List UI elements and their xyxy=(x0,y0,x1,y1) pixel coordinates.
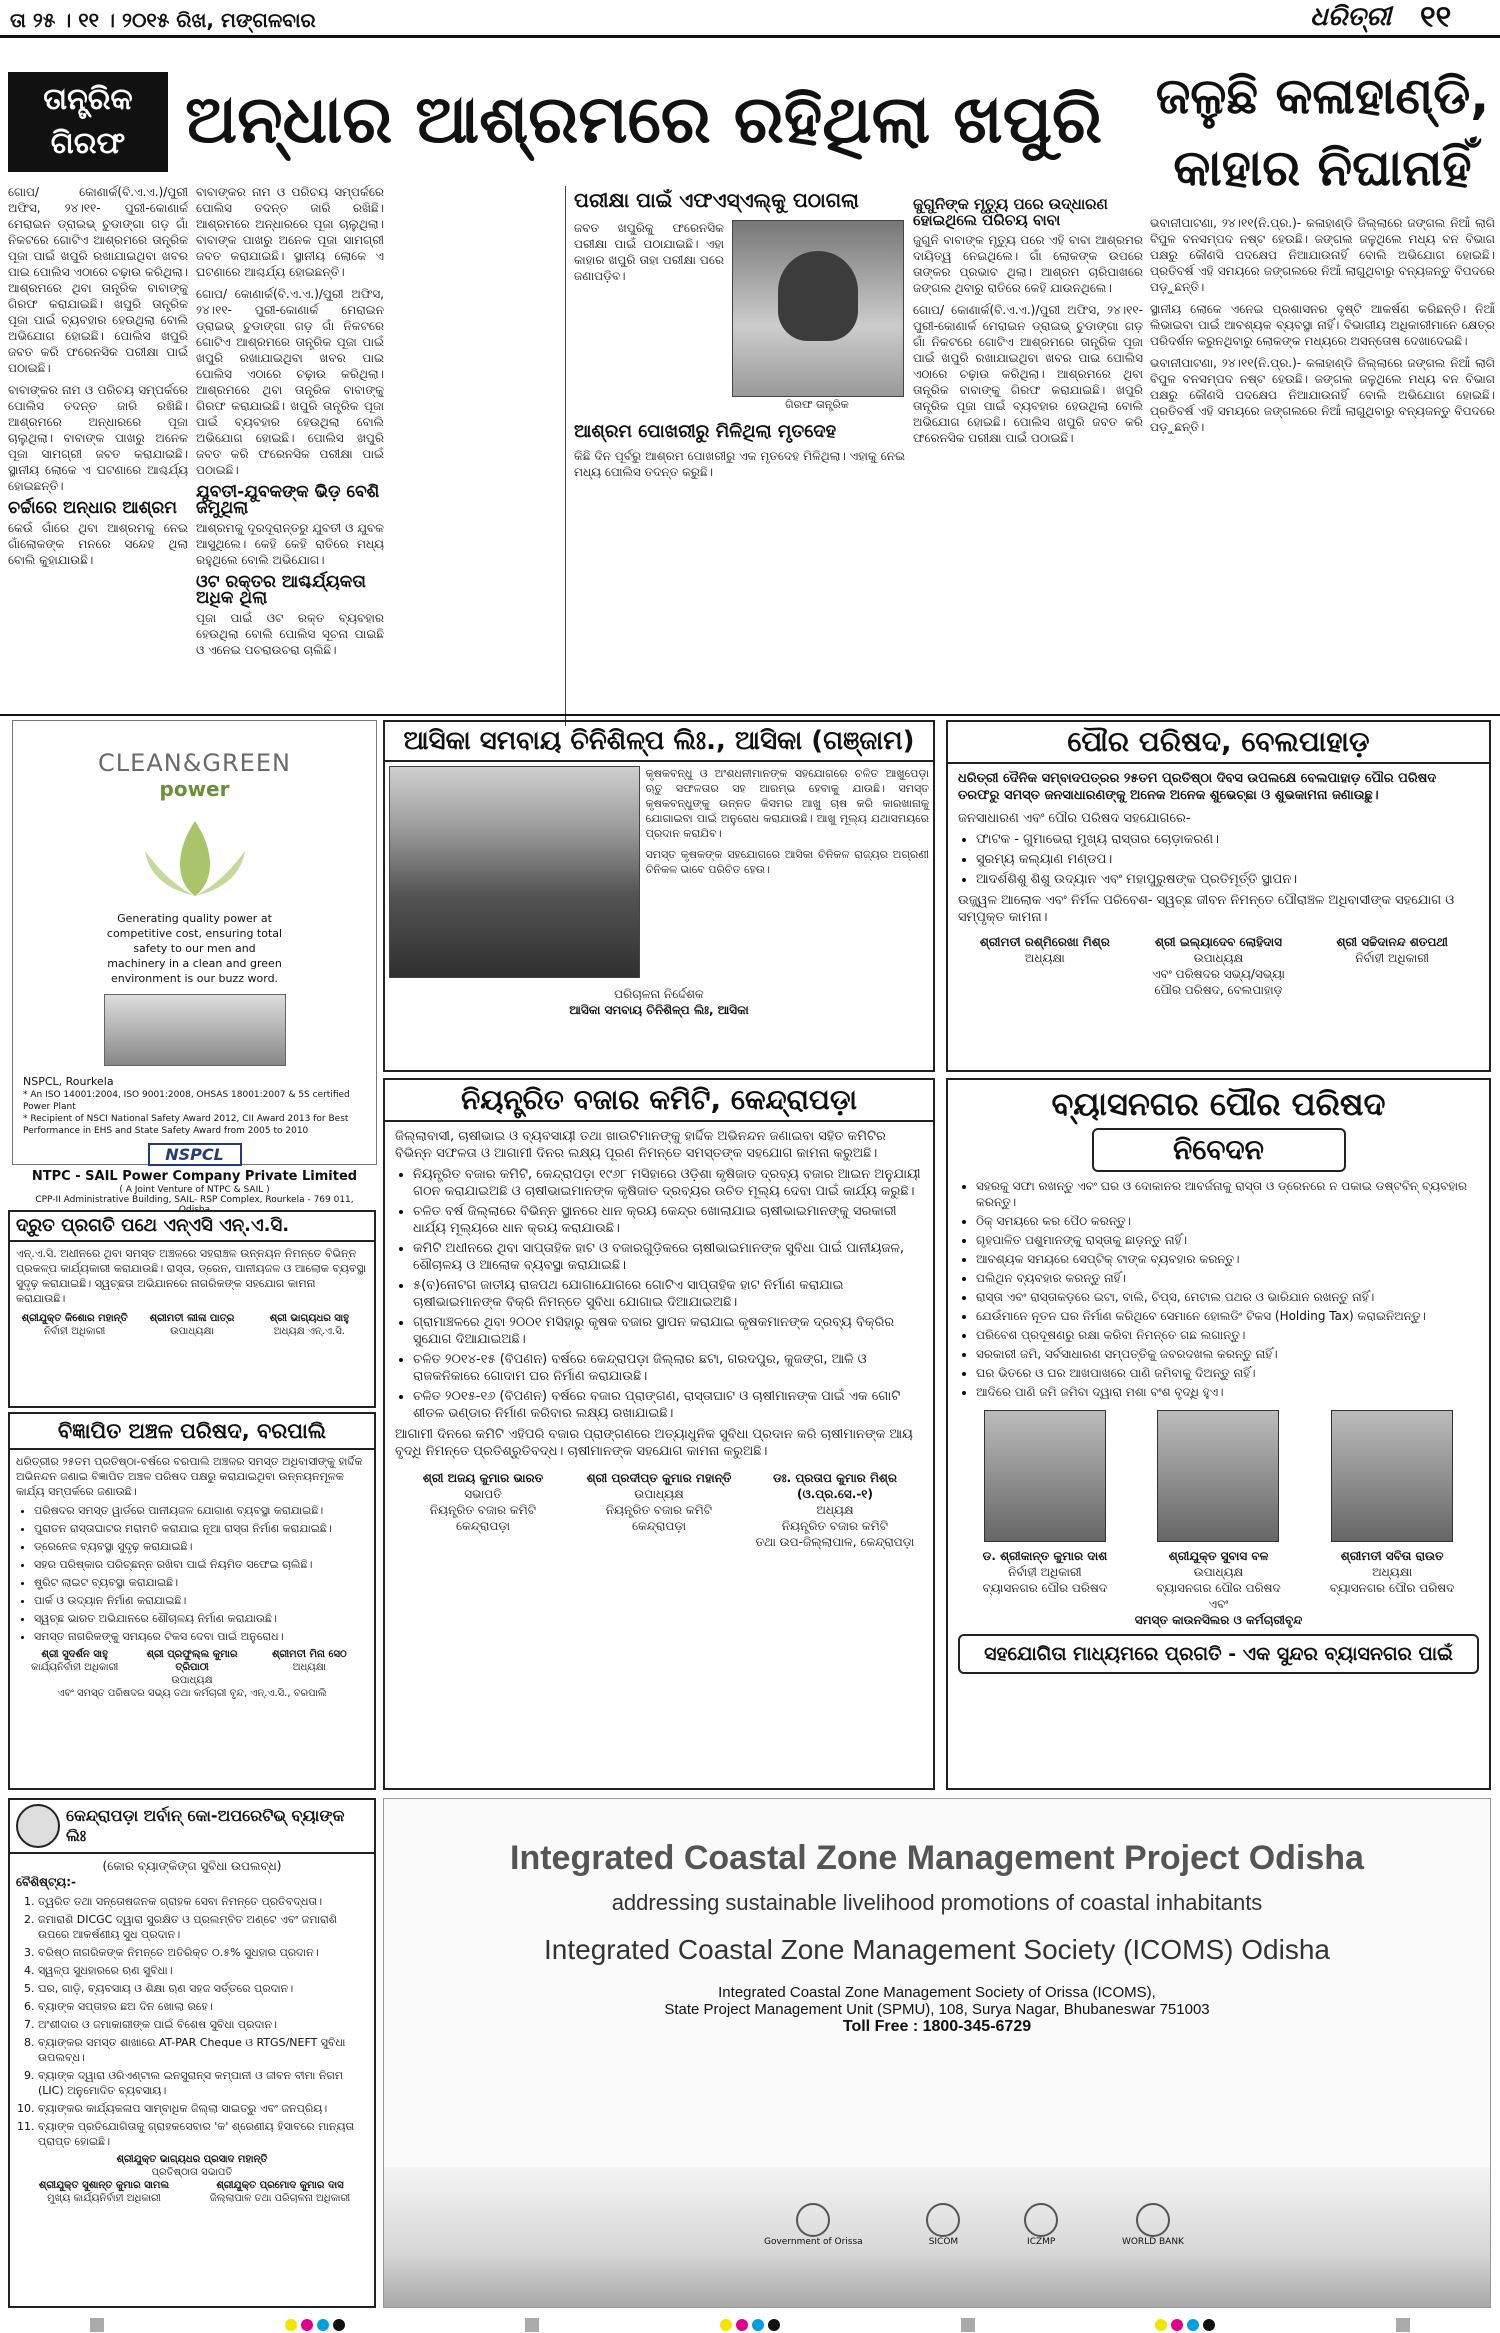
logo-label: SICOM xyxy=(928,2237,959,2247)
list-item: • ଯେଉଁମାନେ ନୂତନ ଘର ନିର୍ମାଣ କରିଥିବେ ସେମାନେ ହୋଲଡିଂ ଟିକସ (Holding Tax) କରାଇନିଅନ୍ତୁ। xyxy=(976,1308,1479,1324)
belpahar-ad xyxy=(946,720,1491,1072)
barpali-ad-list xyxy=(16,1503,368,1644)
list-item: • ପୁରାତନ ରାସ୍ତାଘାଟର ମରାମତି କରାଯାଇ ନୂଆ ରାସ୍ତା ନିର୍ମାଣ କରାଯାଇଛି। xyxy=(34,1521,368,1536)
lead-col-4 xyxy=(913,190,1143,725)
signatory-name: ଡଃ. ପ୍ରତାପ କୁମାର ମିଶ୍ର (ଓ.ପ୍ର.ସେ.-୧) xyxy=(773,1471,897,1501)
fsl-box-text: ଜବତ ଖପୁରିକୁ ଫରେନସିକ ପରୀକ୍ଷା ପାଇଁ ପଠାଯାଇଛି। ଏହା କାହାର ଖପୁରି ତାହା ପରୀକ୍ଷା ପରେ ଜଣାପଡ଼ିବ। xyxy=(574,221,724,283)
color-dots-icon xyxy=(720,2319,780,2331)
side-story-text-2: ସ୍ଥାନୀୟ ଲୋକେ ଏନେଇ ପ୍ରଶାସନର ଦୃଷ୍ଟି ଆକର୍ଷଣ କରିଛନ୍ତି। ନିଆଁ ଲିଭାଇବା ପାଇଁ ଆବଶ୍ୟକ ବ୍ୟବସ୍ଥା ନାହିଁ। ବିଭାଗୀୟ ଅଧିକାରୀମାନେ କ୍ଷେତ୍ର ପରିଦର୍ଶନ କରୁନଥିବାରୁ ଲୋକଙ୍କ ମଧ୍ୟରେ ଅସନ୍ତୋଷ ଦେଖାଦେଇଛି। xyxy=(1150,302,1495,348)
side-story-body xyxy=(1150,215,1495,725)
list-item: 1. ତ୍ୱରିତ ତଥା ସନ୍ତୋଷଜନକ ଗ୍ରାହକ ସେବା ନିମନ୍ତେ ପ୍ରତିବଦ୍ଧତା। xyxy=(38,1894,368,1909)
belpahar-ad-lead: ଜନସାଧାରଣ ଏବଂ ପୌର ପରିଷଦ ସହଯୋଗରେ- xyxy=(958,811,1191,826)
list-item: 4. ସ୍ୱଳ୍ପ ସୁଧହାରରେ ଋଣ ସୁବିଧା। xyxy=(38,1963,368,1978)
signatory-org: ନିୟନ୍ତ୍ରିତ ବଜାର କମିଟି xyxy=(605,1503,713,1517)
ntpc-ad xyxy=(12,720,377,1215)
signatory-name: ଶ୍ରୀଯୁକ୍ତ ଭାଗ୍ୟଧର ପ୍ରସାଦ ମହାନ୍ତି xyxy=(116,2154,268,2165)
lead-col-4-text-b: ଗୋପ/ କୋଣାର୍କ(ବି.ଏ.ଏ.)/ପୁରୀ ଅଫିସ, ୨୪।୧୧- ପୁରୀ-କୋଣାର୍କ ମେରାଇନ ଡ୍ରାଇଭ୍ ଚୁଡାଙ୍ଗା ଗଡ଼ ଗାଁ ନିକଟରେ ଗୋଟିଏ ଆଶ୍ରମରେ ତାନ୍ତ୍ରିକ ପୂଜା ପାଇଁ ଖପୁରି ରଖାଯାଇଥିବା ଖବର ପାଇ ପୋଲିସ ଏଠାରେ ଚଢ଼ାଉ କରିଥିଲା। ଆଶ୍ରମରେ ଥିବା ତାନ୍ତ୍ରିକ ବାବାଙ୍କୁ ଗିରଫ କରାଯାଇଛି। ଖପୁରି ତାନ୍ତ୍ରିକ ପୂଜା ପାଇଁ ବ୍ୟବହାର ହେଉଥିଲା ବୋଲି ଅଭିଯୋଗ ହୋଇଛି। ପୋଲିସ ଖପୁରି ଜବତ କରି ଫରେନସିକ ପରୀକ୍ଷା ପାଇଁ ପଠାଇଛି। xyxy=(913,303,1143,445)
ntpc-ad-company: NTPC - SAIL Power Company Private Limited xyxy=(31,1169,358,1184)
icoms-ad-society: Integrated Coastal Zone Management Society (ICOMS) Odisha xyxy=(544,1934,1330,1965)
signatory-name: ଶ୍ରୀ ପ୍ରଫୁଲ୍ଲ କୁମାର ତ୍ରିପାଠୀ xyxy=(146,1649,238,1673)
bank-emblem-icon xyxy=(16,1804,60,1848)
icoms-ad xyxy=(383,1798,1491,2308)
fsl-box xyxy=(565,186,905,726)
bank-ad-subtitle: (କୋର ବ୍ୟାଙ୍କିଙ୍ଗ ସୁବିଧା ଉପଲବ୍ଧ) xyxy=(102,1859,282,1873)
lead-subhead-camel-blood: ଓଟ ରକ୍ତର ଆଶ୍ଚର୍ଯ୍ୟକତା ଅଧିକ ଥିଲା xyxy=(196,572,366,608)
signatory-role: ଜିଲ୍ଲାପାଳ ତଥା ପରିଚାଳନା ଅଧିକାରୀ xyxy=(209,2193,351,2204)
section-divider xyxy=(0,714,1500,716)
list-item: • ପାର୍କ ଓ ଉଦ୍ୟାନ ନିର୍ମାଣ କରାଯାଇଛି। xyxy=(34,1593,368,1608)
signatory-name: ଶ୍ରୀଯୁକ୍ତ ସୁଶାନ୍ତ କୁମାର ସାମଲ xyxy=(38,2180,170,2191)
list-item: • ୫(ବ)ନୋଟଗ ଜାତୀୟ ରାଜପଥ ଯୋଗାଯୋଗରେ ଗୋଟିଏ ସାପ୍ତାହିକ ହାଟ ନିର୍ମାଣ କରାଯାଇ ଚାଷୀଭାଇମାନଙ୍କ ବିକ୍ରି ନିମନ୍ତେ ସୁବିଧା ଯୋଗାଇ ଦିଆଯାଇଅଛି। xyxy=(413,1277,923,1311)
ntpc-ad-fine-2: * Recipient of NSCI National Safety Award 2012, CII Award 2013 for Best Performance in EHS and State Safety Award from 2005 to 2010 xyxy=(23,1114,349,1136)
list-item: • ଗ୍ରାମାଞ୍ଚଳରେ ଥିବା ୨୦୦୧ ମସିହାରୁ କୃଷକ ବଜାର ସ୍ଥାପନ କରାଯାଇ କୃଷକମାନଙ୍କ ଦ୍ରବ୍ୟ ବିକ୍ରିର ସୁଯୋଗ ଦିଆଯାଇଅଛି। xyxy=(413,1314,923,1348)
paper-name: ଧରିତ୍ରୀ xyxy=(1310,2,1392,32)
signatory-name: ଶ୍ରୀଯୁକ୍ତ କିଶୋର ମହାନ୍ତି xyxy=(21,1313,128,1324)
list-item: • ଗୃହପାଳିତ ପଶୁମାନଙ୍କୁ ରାସ୍ତାକୁ ଛାଡ଼ନ୍ତୁ ନାହିଁ। xyxy=(976,1232,1479,1248)
lead-subhead-youth: ଯୁବତୀ-ଯୁବକଙ୍କ ଭିଡ଼ ବେଶି ଜମୁଥିଲା xyxy=(196,482,380,518)
vyasanagar-ad-signatures xyxy=(958,1548,1479,1596)
signatory-org: ନିୟନ୍ତ୍ରିତ ବଜାର କମିଟି xyxy=(781,1519,889,1533)
signatory-role: ଉପାଧ୍ୟକ୍ଷ xyxy=(171,1675,213,1686)
list-item: • ନିୟନ୍ତ୍ରିତ ବଜାର କମିଟି, କେନ୍ଦ୍ରାପଡ଼ା ୧୯୬୮ ମସିହାରେ ଓଡ଼ିଶା କୃଷିଜାତ ଦ୍ରବ୍ୟ ବଜାର ଆଇନ ଅନୁଯାୟୀ ଗଠନ କରାଯାଇଅଛି ଓ ଚାଷୀଭାଇମାନଙ୍କ କୃଷିଜାତ ଦ୍ରବ୍ୟର ଉଚିତ ମୂଲ୍ୟ ଦେବା ପାଇଁ କାର୍ଯ୍ୟ କରୁଛି। xyxy=(413,1166,923,1200)
accused-photo xyxy=(732,220,904,397)
signatory-name: ଶ୍ରୀଯୁକ୍ତ ସୁବାସ ବଳ xyxy=(1168,1549,1269,1563)
icoms-ad-address-1: Integrated Coastal Zone Management Society of Orissa (ICOMS), xyxy=(718,1984,1156,2001)
bank-ad-lead: ବୈଶିଷ୍ଟ୍ୟ:- xyxy=(16,1875,76,1889)
bank-ad-features xyxy=(16,1894,368,2149)
ntpc-ad-fine-1: * An ISO 14001:2004, ISO 9001:2008, OHSAS 18001:2007 & 5S certified Power Plant xyxy=(23,1090,350,1112)
bank-ad xyxy=(8,1798,376,2308)
list-item: • ସମସ୍ତ ନାଗରିକଙ୍କୁ ସମୟରେ ଟିକସ ଦେବା ପାଇଁ ଅନୁରୋଧ। xyxy=(34,1629,368,1644)
signatory-org: ବ୍ୟାସନଗର ପୌର ପରିଷଦ xyxy=(1329,1581,1455,1595)
iczmp-logo-icon xyxy=(1024,2203,1058,2237)
side-story-text-3: ଭବାନୀପାଟଣା, ୨୪।୧୧(ନି.ପ୍ର.)- କଳାହାଣ୍ଡି ଜିଲ୍ଲାରେ ଜଙ୍ଗଲ ନିଆଁ ଲାଗି ବିପୁଳ ବନସମ୍ପଦ ନଷ୍ଟ ହେଉଛି। ଜଙ୍ଗଲ ଜଳୁଥିଲେ ମଧ୍ୟ ବନ ବିଭାଗ ପକ୍ଷରୁ କୌଣସି ପଦକ୍ଷେପ ନିଆଯାଉନାହିଁ ବୋଲି ଅଭିଯୋଗ ହୋଇଛି। ପ୍ରତିବର୍ଷ ଏହି ସମୟରେ ଜଙ୍ଗଲରେ ନିଆଁ ଲାଗୁଥିବାରୁ ବନ୍ୟଜନ୍ତୁ ବିପଦରେ ପଡ଼ୁଛନ୍ତି। xyxy=(1150,356,1495,434)
list-item: • ପଲିଥିନ ବ୍ୟବହାର କରନ୍ତୁ ନାହିଁ। xyxy=(976,1270,1479,1286)
lead-col-1-text-2: ବାବାଙ୍କର ନାମ ଓ ପରିଚୟ ସମ୍ପର୍କରେ ପୋଲିସ ତଦନ୍ତ ଜାରି ରଖିଛି। ଆଶ୍ରମରେ ଅନ୍ଧାରରେ ପୂଜା ଚାଲୁଥିଲା। ବାବାଙ୍କ ପାଖରୁ ଅନେକ ପୂଜା ସାମଗ୍ରୀ ଜବତ କରାଯାଇଛି। ସ୍ଥାନୀୟ ଲୋକେ ଏ ଘଟଣାରେ ଆଶ୍ଚର୍ଯ୍ୟ ହୋଇଛନ୍ତି। xyxy=(8,383,188,493)
vyasanagar-ad-subtitle: ନିବେଦନ xyxy=(1092,1128,1346,1172)
signatory-org: ନିୟନ୍ତ୍ରିତ ବଜାର କମିଟି xyxy=(429,1503,537,1517)
list-item: • ସରକାରୀ ଜମି, ସର୍ବସାଧାରଣ ସମ୍ପତ୍ତିକୁ ଜବରଦଖଲ କରନ୍ତୁ ନାହିଁ। xyxy=(976,1346,1479,1362)
barpali-ad-signatures xyxy=(16,1648,368,1687)
list-item: • ଆଦର୍ଶଶିଶୁ ଶିଶୁ ଉଦ୍ୟାନ ଏବଂ ମହାପୁରୁଷଙ୍କ ପ୍ରତିମୂର୍ତ୍ତି ସ୍ଥାପନ। xyxy=(976,871,1479,888)
lead-col-2-text: ବାବାଙ୍କର ନାମ ଓ ପରିଚୟ ସମ୍ପର୍କରେ ପୋଲିସ ତଦନ୍ତ ଜାରି ରଖିଛି। ଆଶ୍ରମରେ ଅନ୍ଧାରରେ ପୂଜା ଚାଲୁଥିଲା। ବାବାଙ୍କ ପାଖରୁ ଅନେକ ପୂଜା ସାମଗ୍ରୀ ଜବତ କରାଯାଇଛି। ସ୍ଥାନୀୟ ଲୋକେ ଏ ଘଟଣାରେ ଆଶ୍ଚର୍ଯ୍ୟ ହୋଇଛନ୍ତି। xyxy=(196,185,384,279)
kendrapara-market-intro: ଜିଲ୍ଲାବାସୀ, ଚାଷୀଭାଇ ଓ ବ୍ୟବସାୟୀ ତଥା ଖାଉଟିମାନଙ୍କୁ ହାର୍ଦ୍ଦିକ ଅଭିନନ୍ଦନ ଜଣାଇବା ସହିତ କମିଟିର ବିଭିନ୍ନ ସଫଳତା ଓ ଆଗାମୀ ଦିନର ଲକ୍ଷ୍ୟ ପୂରଣ ନିମନ୍ତେ ସମସ୍ତଙ୍କ ସହଯୋଗ କାମନା କରୁଅଛି। xyxy=(395,1129,886,1161)
list-item: • କମିଟି ଅଧୀନରେ ଥିବା ସାପ୍ତାହିକ ହାଟ ଓ ବଜାରଗୁଡ଼ିକରେ ଚାଷୀଭାଇମାନଙ୍କ ସୁବିଧା ପାଇଁ ପାନୀୟଜଳ, ଶୌଚାଳୟ ଓ ଆଲୋକ ବ୍ୟବସ୍ଥା କରାଯାଇଛି। xyxy=(413,1240,923,1274)
belpahar-ad-list xyxy=(958,831,1479,888)
logo-label: ICZMP xyxy=(1027,2237,1056,2247)
registration-mark-icon xyxy=(90,2318,104,2332)
logo-label: WORLD BANK xyxy=(1121,2237,1184,2247)
list-item: 10. ବ୍ୟାଙ୍କର କାର୍ଯ୍ୟକଳାପ ସାମ୍ବାଧିକ ଜିଲ୍ଲା ସାଇତ୍ରୁ ଏବଂ ଜନପ୍ରିୟ। xyxy=(38,2101,368,2116)
nac-notice-signatures xyxy=(16,1312,368,1338)
pond-body-subhead: ଆଶ୍ରମ ପୋଖରୀରୁ ମିଳିଥିଲା ମୃତଦେହ xyxy=(574,421,837,442)
pond-body-text: କିଛି ଦିନ ପୂର୍ବରୁ ଆଶ୍ରମ ପୋଖରୀରୁ ଏକ ମୃତଦେହ ମିଳିଥିଲା। ଏହାକୁ ନେଇ ମଧ୍ୟ ପୋଲିସ ତଦନ୍ତ କରୁଛି। xyxy=(574,449,905,479)
kendrapara-market-title: ନିୟନ୍ତ୍ରିତ ବଜାର କମିଟି, କେନ୍ଦ୍ରାପଡ଼ା xyxy=(385,1080,933,1122)
print-registration-strip xyxy=(0,2316,1500,2333)
official-photo xyxy=(984,1410,1106,1542)
icoms-ad-subtitle: addressing sustainable livelihood promotions of coastal inhabitants xyxy=(611,1890,1263,1915)
odisha-govt-logo-icon xyxy=(796,2203,830,2237)
vyasanagar-ad-slogan: ସହଯୋଗିତା ମାଧ୍ୟମରେ ପ୍ରଗତି - ଏକ ସୁନ୍ଦର ବ୍ୟାସନଗର ପାଇଁ xyxy=(958,1634,1479,1674)
list-item: 9. ବ୍ୟାଙ୍କ ଦ୍ୱାରା ଓରିଏଣ୍ଟାଲ ଇନସୁରାନ୍ସ କମ୍ପାନୀ ଓ ଜୀବନ ବୀମା ନିଗମ (LIC) ଅନୁମୋଦିତ ବ୍ୟବସାୟ। xyxy=(38,2068,368,2098)
sugarcane-field-photo xyxy=(389,766,640,978)
kendrapara-market-closing: ଆଗାମୀ ଦିନରେ କମିଟି ଏହିପରି ବଜାର ପ୍ରାଙ୍ଗଣରେ ଅତ୍ୟାଧୁନିକ ସୁବିଧା ପ୍ରଦାନ କରି ଚାଷୀମାନଙ୍କ ଆୟ ବୃଦ୍ଧି ନିମନ୍ତେ ପ୍ରତିଶ୍ରୁତିବଦ୍ଧ। ଚାଷୀମାନଙ୍କ ସହଯୋଗ କାମନା କରୁଅଛି। xyxy=(395,1427,913,1459)
ntpc-ad-tagline: Generating quality power at competitive cost, ensuring total safety to our men and machinery in a clean and green environment is our buzz word. xyxy=(106,912,283,985)
vyasanagar-ad-title: ବ୍ୟାସନଗର ପୌର ପରିଷଦ xyxy=(1051,1085,1386,1123)
list-item: • ସୁରମ୍ୟ କଲ୍ୟାଣ ମଣ୍ଡପ। xyxy=(976,851,1479,868)
sicom-logo-icon xyxy=(926,2203,960,2237)
bank-ad-sign-founder xyxy=(16,2153,368,2179)
lead-col-1-tail: କେଉଁ ଗାଁରେ ଥିବା ଆଶ୍ରମକୁ ନେଇ ଗାଁଲୋକଙ୍କ ମନରେ ସନ୍ଦେହ ଥିଲା ବୋଲି କୁହାଯାଉଛି। xyxy=(8,521,188,567)
aska-ad-body: କୃଷକବନ୍ଧୁ ଓ ଅଂଶଧନୀମାନଙ୍କ ସହଯୋଗରେ ଚଳିତ ଆଖୁପେଡ଼ା ଋତୁ ସଫଳତାର ସହ ଆରମ୍ଭ ହେବାକୁ ଯାଉଛି। ସମସ୍ତ କୃଷକବନ୍ଧୁଙ୍କୁ ଉନ୍ନତ କିସମର ଆଖୁ ଚାଷ କରି କାରଖାନାକୁ ଯୋଗାଇବା ପାଇଁ ଅନୁରୋଧ କରାଯାଉଛି। ଆଖୁ ମୂଲ୍ୟ ଯଥାସମୟରେ ପ୍ରଦାନ କରାଯିବ। xyxy=(645,767,929,840)
signatory-role: ଅଧ୍ୟକ୍ଷ ଏନ୍‌.ଏ.ସି. xyxy=(273,1326,345,1337)
vyasanagar-ad-list xyxy=(958,1178,1479,1400)
signatory-name: ଶ୍ରୀମତୀ ରଶ୍ମିରେଖା ମିଶ୍ର xyxy=(979,935,1110,949)
signatory-place: କେନ୍ଦ୍ରାପଡ଼ା xyxy=(455,1519,511,1533)
bank-ad-signatures xyxy=(16,2179,368,2205)
signatory-role: ମୁଖ୍ୟ କାର୍ଯ୍ୟନିର୍ବାହୀ ଅଧିକାରୀ xyxy=(47,2193,161,2204)
signatory-role: ନିର୍ବାହୀ ଅଧିକାରୀ xyxy=(44,1326,106,1337)
barpali-ad-footer: ଏବଂ ସମସ୍ତ ପରିଷଦର ସଭ୍ୟ ତଥା କର୍ମଚାରୀ ବୃନ୍ଦ, ଏନ୍‌.ଏ.ସି., ବରପାଲି xyxy=(57,1688,327,1699)
list-item: • ପରିଷଦର ସମସ୍ତ ୱାର୍ଡରେ ପାନୀୟଜଳ ଯୋଗାଣ ବ୍ୟବସ୍ଥା କରାଯାଇଛି। xyxy=(34,1503,368,1518)
signatory-name: ଶ୍ରୀମତୀ ସବିତା ରାଉତ xyxy=(1340,1549,1444,1563)
signatory-org: ବ୍ୟାସନଗର ପୌର ପରିଷଦ xyxy=(982,1581,1108,1595)
signatory-name: ଶ୍ରୀ ସୁଦର୍ଶନ ସାହୁ xyxy=(41,1649,108,1660)
signatory-role: କାର୍ଯ୍ୟନିର୍ବାହୀ ଅଧିକାରୀ xyxy=(31,1662,119,1673)
list-item: • ଚଳିତ ୨୦୧୫-୧୬ (ବିପଣନ) ବର୍ଷରେ ବଜାର ପ୍ରାଙ୍ଗଣ, ରାସ୍ତାଘାଟ ଓ ଚାଷୀମାନଙ୍କ ପାଇଁ ଏକ ଗୋଟି ଶୀତଳ ଭଣ୍ଡାର ନିର୍ମାଣ କରିବାର ଲକ୍ଷ୍ୟ ରଖାଯାଇଛି। xyxy=(413,1388,923,1422)
signatory-name: ଶ୍ରୀମତୀ ମିନା ସେଠ xyxy=(271,1649,347,1660)
list-item: 3. ବରିଷ୍ଠ ନାଗରିକଙ୍କ ନିମନ୍ତେ ଅତିରିକ୍ତ ୦.୫% ସୁଧହାର ପ୍ରଦାନ। xyxy=(38,1945,368,1960)
lead-story-tag xyxy=(8,72,168,172)
list-item: • ସହର ପରିଷ୍କାର ପରିଚ୍ଛନ୍ନ ରଖିବା ପାଇଁ ନିୟମିତ ସଫେଇ ଚାଲିଛି। xyxy=(34,1557,368,1572)
signatory-role: ଉପାଧ୍ୟକ୍ଷା xyxy=(170,1326,214,1337)
masthead xyxy=(0,0,1500,38)
icoms-ad-address-2: State Project Management Unit (SPMU), 108, Surya Nagar, Bhubaneswar 751003 xyxy=(664,2001,1210,2018)
belpahar-ad-signatures xyxy=(958,934,1479,966)
signatory-role: ଅଧ୍ୟକ୍ଷ xyxy=(816,1503,854,1517)
list-item: • ଆବଶ୍ୟକ ସମୟରେ ସେପ୍ଟିକ୍ ଟାଙ୍କ ବ୍ୟବହାର କରନ୍ତୁ। xyxy=(976,1251,1479,1267)
world-bank-logo-icon xyxy=(1136,2203,1170,2237)
list-item: • ଚଳିତ ୨୦୧୪-୧୫ (ବିପଣନ) ବର୍ଷରେ କେନ୍ଦ୍ରାପଡ଼ା ଜିଲ୍ଲାର ଛଟା, ଗରଦପୁର, କୁଜଙ୍ଗ, ଆଳି ଓ ରାଜକନିକାରେ ଗୋଦାମ ଘର ନିର୍ମାଣ କରାଯାଉଛି। xyxy=(413,1351,923,1385)
ntpc-ad-title-2: power xyxy=(159,777,230,801)
belpahar-ad-closing: ଉଜ୍ଜ୍ୱଳ ଆଲୋକ ଏବଂ ନିର୍ମଳ ପରିବେଶ- ସ୍ୱଚ୍ଛ ଜୀବନ ନିମନ୍ତେ ପୌରାଞ୍ଚଳ ଅଧିବାସୀଙ୍କ ସହଯୋଗ ଓ ସମ୍ପୃକ୍ତ କାମନା। xyxy=(958,893,1455,925)
signatory-name: ଶ୍ରୀଯୁକ୍ତ ପ୍ରମୋଦ କୁମାର ଦାସ xyxy=(216,2180,344,2191)
vyasanagar-ad-footer-1: ଏବଂ xyxy=(1208,1597,1229,1611)
leaf-lotus-icon xyxy=(115,811,275,901)
list-item: 11. ବ୍ୟାଙ୍କ ପ୍ରତିଯୋଗିତାକୁ ଗ୍ରାହକସେବାର 'କ' ଶ୍ରେଣୀୟ ହିସାବରେ ମାନ୍ୟତା ପ୍ରାପ୍ତ ହୋଇଛି। xyxy=(38,2119,368,2149)
list-item: • ପରିବେଶ ପ୍ରଦୂଷଣରୁ ରକ୍ଷା କରିବା ନିମନ୍ତେ ଗଛ ଲଗାନ୍ତୁ। xyxy=(976,1327,1479,1343)
lead-col-1-text: ଗୋପ/ କୋଣାର୍କ(ବି.ଏ.ଏ.)/ପୁରୀ ଅଫିସ, ୨୪।୧୧- ପୁରୀ-କୋଣାର୍କ ମେରାଇନ ଡ୍ରାଇଭ୍ ଚୁଡାଙ୍ଗା ଗଡ଼ ଗାଁ ନିକଟରେ ଗୋଟିଏ ଆଶ୍ରମରେ ତାନ୍ତ୍ରିକ ପୂଜା ପାଇଁ ଖପୁରି ରଖାଯାଇଥିବା ଖବର ପାଇ ପୋଲିସ ଏଠାରେ ଚଢ଼ାଉ କରିଥିଲା। ଆଶ୍ରମରେ ଥିବା ତାନ୍ତ୍ରିକ ବାବାଙ୍କୁ ଗିରଫ କରାଯାଇଛି। ଖପୁରି ତାନ୍ତ୍ରିକ ପୂଜା ପାଇଁ ବ୍ୟବହାର ହେଉଥିଲା ବୋଲି ଅଭିଯୋଗ ହୋଇଛି। ପୋଲିସ ଖପୁରି ଜବତ କରି ଫରେନସିକ ପରୀକ୍ଷା ପାଇଁ ପଠାଇଛି। xyxy=(8,185,188,375)
signatory-name: ଶ୍ରୀ ପ୍ରଦୀପ୍ତ କୁମାର ମହାନ୍ତି xyxy=(586,1471,732,1485)
list-item: 6. ବ୍ୟାଙ୍କ ସପ୍ତାହର ଛଅ ଦିନ ଖୋଲା ରହେ। xyxy=(38,1999,368,2014)
side-headline: ଜଳୁଛି କଳାହାଣ୍ଡି, କାହାର ନିଘାନାହିଁ xyxy=(1155,67,1490,197)
belpahar-ad-footer-2: ପୌର ପରିଷଦ, ବେଲପାହାଡ଼ xyxy=(1154,983,1283,997)
lead-col-1 xyxy=(8,184,188,724)
signatory-role: ଅଧ୍ୟକ୍ଷା xyxy=(1372,1565,1413,1579)
signatory-name: ଶ୍ରୀମତୀ ଲୀଳା ପାତ୍ର xyxy=(149,1313,235,1324)
signatory-org: ବ୍ୟାସନଗର ପୌର ପରିଷଦ xyxy=(1156,1581,1281,1595)
nac-notice xyxy=(8,1210,376,1408)
page-number: ୧୧ xyxy=(1420,0,1452,35)
list-item: • ରାସ୍ତା ଏବଂ ରାସ୍ତାକଡ଼ରେ ଇଟା, ବାଲି, ଚିପ୍ସ, ମେଟାଲ ପଥର ଓ ଭାରିଯାନ ରଖନ୍ତୁ ନାହିଁ। xyxy=(976,1289,1479,1305)
fsl-box-title: ପରୀକ୍ଷା ପାଇଁ ଏଫଏସ୍‌ଏଲ୍‌କୁ ପଠାଗଲା xyxy=(574,188,859,212)
color-dots-icon xyxy=(1155,2319,1215,2331)
signatory-name: ଶ୍ରୀ ଅଜୟ କୁମାର ଭାରତ xyxy=(422,1471,544,1485)
ntpc-ad-company-sub: ( A Joint Venture of NTPC & SAIL ) xyxy=(119,1185,270,1195)
signatory-role: ଉପାଧ୍ୟକ୍ଷ xyxy=(634,1487,684,1501)
icoms-ad-tollfree: Toll Free : 1800-345-6729 xyxy=(842,2018,1032,2035)
issue-date: ତା ୨୫ । ୧୧ । ୨୦୧୫ ରିଖ, ମଙ୍ଗଳବାର xyxy=(10,8,316,32)
signatory-role: ନିର୍ବାହୀ ଅଧିକାରୀ xyxy=(1008,1565,1082,1579)
photo-caption: ଗିରଫ ତାନ୍ତ୍ରିକ xyxy=(785,398,849,411)
logo-label: Government of Orissa xyxy=(764,2237,863,2247)
signatory-name: ଶ୍ରୀ ଭାଗ୍ୟଧର ସାହୁ xyxy=(269,1313,349,1324)
list-item: 7. ଅଂଶୀଦାର ଓ ଜମାକାରୀଙ୍କ ପାଇଁ ବିଶେଷ ସୁବିଧା ପ୍ରଦାନ। xyxy=(38,2017,368,2032)
list-item: • ସ୍ୱଚ୍ଛ ଭାରତ ଅଭିଯାନରେ ଶୌଚାଳୟ ନିର୍ମାଣ କରାଯାଉଛି। xyxy=(34,1611,368,1626)
ntpc-ad-title: CLEAN&GREEN xyxy=(98,749,291,777)
registration-mark-icon xyxy=(1396,2318,1410,2332)
official-photo xyxy=(1331,1410,1453,1542)
list-item: • ଘର ଭିତରେ ଓ ଘର ଆଖପାଖରେ ପାଣି ଜମିବାକୁ ଦିଅନ୍ତୁ ନାହିଁ। xyxy=(976,1365,1479,1381)
belpahar-ad-footer-1: ଏବଂ ପରିଷଦର ସଭ୍ୟ/ସଭ୍ୟା xyxy=(1152,967,1285,981)
lead-headline: ଅନ୍ଧାର ଆଶ୍ରମରେ ରହିଥିଲା ଖପୁରି xyxy=(185,81,1102,158)
signatory-role: ଉପାଧ୍ୟକ୍ଷ xyxy=(1193,951,1244,965)
list-item: 2. ଜମାରାଶି DICGC ଦ୍ୱାରା ସୁରକ୍ଷିତ ଓ ପ୍ରଲମ୍ବିତ ଅଣ୍ଟେ ଏବଂ ଜମାରାଶି ଉପରେ ଆକର୍ଷଣୀୟ ସୁଧ ପ୍ରଦାନ। xyxy=(38,1912,368,1942)
list-item: • ଫାଟକ - ଗୁମାଭେରା ମୁଖ୍ୟ ରାସ୍ତାର ଚୋଡ଼ାକରଣ। xyxy=(976,831,1479,848)
signatory-role: ନିର୍ବାହୀ ଅଧିକାରୀ xyxy=(1355,951,1429,965)
signatory-role: ସଭାପତି xyxy=(464,1487,502,1501)
signatory-role: ଅଧ୍ୟକ୍ଷା xyxy=(1024,951,1065,965)
list-item: 5. ଘର, ଗାଡ଼ି, ବ୍ୟବସାୟ ଓ ଶିକ୍ଷା ଋଣ ସହଜ ସର୍ତ୍ତରେ ପ୍ରଦାନ। xyxy=(38,1981,368,1996)
aska-ad-body-2: ସମସ୍ତ କୃଷକଙ୍କ ସହଯୋଗରେ ଆସିକା ଚିନିକଳ ରାଜ୍ୟର ଅଗ୍ରଣୀ ଚିନିକଳ ଭାବେ ପରିଚିତ ହେଉ। xyxy=(645,848,929,876)
aska-ad xyxy=(383,720,935,1072)
lead-col-4-text: ଜୁଗୁନି ବାବାଙ୍କ ମୃତ୍ୟୁ ପରେ ଏହି ବାବା ଆଶ୍ରମର ଦାୟିତ୍ୱ ନେଇଥିଲେ। ଗାଁ ଲୋକଙ୍କ ଉପରେ ତାଙ୍କର ପ୍ରଭାବ ଥିଲା। ଆଶ୍ରମ ଚାରିପାଖରେ ଜଙ୍ଗଲ ଥିବାରୁ ରାତିରେ କେହି ଯାଉନଥିଲେ। xyxy=(913,233,1143,295)
list-item: • ଷ୍ଟ୍ରିଟ ଲାଇଟ ବ୍ୟବସ୍ଥା କରାଯାଇଛି। xyxy=(34,1575,368,1590)
vyasanagar-ad-footer-2: ସମସ୍ତ କାଉନସିଲର ଓ କର୍ମଚାରୀବୃନ୍ଦ xyxy=(1134,1613,1303,1627)
plant-photo xyxy=(104,994,286,1066)
lead-subhead-ashram: ଚର୍ଚ୍ଚାରେ ଅନ୍ଧାର ଆଶ୍ରମ xyxy=(8,498,178,518)
list-item: • ଡ୍ରେନେଜ ବ୍ୟବସ୍ଥା ସୁଦୃଢ଼ କରାଯାଇଛି। xyxy=(34,1539,368,1554)
registration-mark-icon xyxy=(525,2318,539,2332)
lead-col-2 xyxy=(196,184,384,724)
side-story-text: ଭବାନୀପାଟଣା, ୨୪।୧୧(ନି.ପ୍ର.)- କଳାହାଣ୍ଡି ଜିଲ୍ଲାରେ ଜଙ୍ଗଲ ନିଆଁ ଲାଗି ବିପୁଳ ବନସମ୍ପଦ ନଷ୍ଟ ହେଉଛି। ଜଙ୍ଗଲ ଜଳୁଥିଲେ ମଧ୍ୟ ବନ ବିଭାଗ ପକ୍ଷରୁ କୌଣସି ପଦକ୍ଷେପ ନିଆଯାଉନାହିଁ ବୋଲି ଅଭିଯୋଗ ହୋଇଛି। ପ୍ରତିବର୍ଷ ଏହି ସମୟରେ ଜଙ୍ଗଲରେ ନିଆଁ ଲାଗୁଥିବାରୁ ବନ୍ୟଜନ୍ତୁ ବିପଦରେ ପଡ଼ୁଛନ୍ତି। xyxy=(1150,216,1495,294)
vyasanagar-ad xyxy=(946,1078,1491,1790)
lead-col-2-tail: ପୂଜା ପାଇଁ ଓଟ ରକ୍ତ ବ୍ୟବହାର ହେଉଥିଲା ବୋଲି ପୋଲିସ ସୂଚନା ପାଇଛି ଓ ଏନେଇ ପଚରାଉଚରା ଚାଲିଛି। xyxy=(196,611,384,657)
signatory-role: ଅଧ୍ୟକ୍ଷା xyxy=(292,1662,326,1673)
kendrapara-market-signatures xyxy=(395,1470,923,1550)
nspcl-logo: NSPCL xyxy=(148,1143,242,1166)
kendrapara-market-list xyxy=(395,1166,923,1422)
lead-story-tag-text: ତାନ୍ତ୍ରିକ ଗିରଫ xyxy=(43,82,133,161)
signatory-place: କେନ୍ଦ୍ରାପଡ଼ା xyxy=(631,1519,687,1533)
bank-ad-title: କେନ୍ଦ୍ରାପଡ଼ା ଅର୍ବାନ୍ କୋ-ଅପରେଟିଭ୍ ବ୍ୟାଙ୍କ ଲିଃ xyxy=(66,1806,345,1845)
signatory-role: ଉପାଧ୍ୟକ୍ଷ xyxy=(1193,1565,1244,1579)
aska-ad-title: ଆସିକା ସମବାୟ ଚିନିଶିଳ୍ପ ଲିଃ., ଆସିକା (ଗଞ୍ଜାମ) xyxy=(385,722,933,762)
list-item: • ଆଦିରେ ପାଣି ଜମି ଜମିବା ଦ୍ୱାରା ମଶା ବଂଶ ବୃଦ୍ଧି ହୁଏ। xyxy=(976,1384,1479,1400)
kendrapara-market-ad xyxy=(383,1078,935,1790)
lead-subhead-jugunis: ଜୁଗୁନିଙ୍କ ମୃତ୍ୟୁ ପରେ ଉଦ୍ଧାରଣ ହୋଇଥିଲେ ପରିଚୟ ବାବା xyxy=(913,195,1108,229)
signatory-name: ଶ୍ରୀ ଇଲ୍ୟାଦେବ ଲୋହିଦାସ xyxy=(1155,935,1282,949)
list-item: 8. ବ୍ୟାଙ୍କର ସମସ୍ତ ଶାଖାରେ AT-PAR Cheque ଓ RTGS/NEFT ସୁବିଧା ଉପଲବ୍ଧ। xyxy=(38,2035,368,2065)
aska-ad-sign-org: ଆସିକା ସମବାୟ ଚିନିଶିଳ୍ପ ଲିଃ, ଆସିକା xyxy=(569,1003,749,1017)
signatory-name: ଶ୍ରୀ ସଚ୍ଚିଦାନନ୍ଦ ଶତପଥୀ xyxy=(1336,935,1448,949)
icoms-ad-title: Integrated Coastal Zone Management Project Odisha xyxy=(510,1839,1364,1877)
aska-ad-sign: ପରିଚାଳନା ନିର୍ଦ୍ଦେଶକ xyxy=(614,987,704,1001)
ntpc-ad-address: CPP-II Administrative Building, SAIL- RSP Complex, Rourkela - 769 011, Odisha xyxy=(35,1195,354,1215)
list-item: • ଠିକ୍ ସମୟରେ କର ପୈଠ କରନ୍ତୁ। xyxy=(976,1213,1479,1229)
signatory-name: ଡ. ଶ୍ରୀକାନ୍ତ କୁମାର ଦାଶ xyxy=(982,1549,1108,1563)
icoms-logos xyxy=(764,2203,1184,2247)
registration-mark-icon xyxy=(961,2318,975,2332)
barpali-ad-intro: ଧରିତ୍ରୀର ୨୫ତମ ପ୍ରତିଷ୍ଠା-ବର୍ଷରେ ବରପାଲି ଅଞ୍ଚଳର ସମସ୍ତ ଅଧିବାସୀଙ୍କୁ ହାର୍ଦ୍ଦିକ ଅଭିନନ୍ଦନ ଜଣାଇ ବିଜ୍ଞାପିତ ଅଞ୍ଚଳ ପରିଷଦ ପକ୍ଷରୁ କରାଯାଇଥିବା ଉନ୍ନୟନମୂଳକ କାର୍ଯ୍ୟ ସମ୍ପର୍କରେ ଜଣାଉଛି। xyxy=(16,1455,363,1498)
lead-col-2-mid: ଆଶ୍ରମକୁ ଦୂରଦୂରାନ୍ତରୁ ଯୁବତୀ ଓ ଯୁବକ ଆସୁଥିଲେ। କେହି କେହି ରାତିରେ ମଧ୍ୟ ରହୁଥିଲେ ବୋଲି ଅଭିଯୋଗ। xyxy=(196,521,384,567)
list-item: • ଚଳିତ ବର୍ଷ ଜିଲ୍ଲାରେ ବିଭିନ୍ନ ସ୍ଥାନରେ ଧାନ କ୍ରୟ କେନ୍ଦ୍ର ଖୋଲାଯାଇ ଚାଷୀଭାଇମାନଙ୍କୁ ସରକାରୀ ଧାର୍ଯ୍ୟ ମୂଲ୍ୟରେ ଧାନ କ୍ରୟ କରାଯାଉଛି। xyxy=(413,1203,923,1237)
belpahar-ad-intro: ଧରିତ୍ରୀ ଦୈନିକ ସମ୍ବାଦପତ୍ରର ୨୫ତମ ପ୍ରତିଷ୍ଠା ଦିବସ ଉପଲକ୍ଷେ ବେଲପାହାଡ଼ ପୌର ପରିଷଦ ତରଫରୁ ସମସ୍ତ ଜନସାଧାରଣଙ୍କୁ ଅନେକ ଅନେକ ଶୁଭେଚ୍ଛା ଓ ଶୁଭକାମନା ଜଣାଉଛୁ। xyxy=(958,771,1437,803)
official-photo xyxy=(1157,1410,1279,1542)
belpahar-ad-title: ପୌର ପରିଷଦ, ବେଲପାହାଡ଼ xyxy=(948,722,1489,764)
lead-col-2-text-b: ଗୋପ/ କୋଣାର୍କ(ବି.ଏ.ଏ.)/ପୁରୀ ଅଫିସ, ୨୪।୧୧- ପୁରୀ-କୋଣାର୍କ ମେରାଇନ ଡ୍ରାଇଭ୍ ଚୁଡାଙ୍ଗା ଗଡ଼ ଗାଁ ନିକଟରେ ଗୋଟିଏ ଆଶ୍ରମରେ ତାନ୍ତ୍ରିକ ପୂଜା ପାଇଁ ଖପୁରି ରଖାଯାଇଥିବା ଖବର ପାଇ ପୋଲିସ ଏଠାରେ ଚଢ଼ାଉ କରିଥିଲା। ଆଶ୍ରମରେ ଥିବା ତାନ୍ତ୍ରିକ ବାବାଙ୍କୁ ଗିରଫ କରାଯାଇଛି। ଖପୁରି ତାନ୍ତ୍ରିକ ପୂଜା ପାଇଁ ବ୍ୟବହାର ହେଉଥିଲା ବୋଲି ଅଭିଯୋଗ ହୋଇଛି। ପୋଲିସ ଖପୁରି ଜବତ କରି ଫରେନସିକ ପରୀକ୍ଷା ପାଇଁ ପଠାଇଛି। xyxy=(196,287,384,477)
list-item: • ସହରକୁ ସଫା ରଖନ୍ତୁ ଏବଂ ଘର ଓ ଦୋକାନର ଆବର୍ଜନାକୁ ରାସ୍ତା ଓ ଡ୍ରେନରେ ନ ପକାଇ ଡଷ୍ଟବିନ୍ ବ୍ୟବହାର କରନ୍ତୁ। xyxy=(976,1178,1479,1210)
ntpc-ad-unit: NSPCL, Rourkela xyxy=(23,1075,114,1088)
signatory-role: ପ୍ରତିଷ୍ଠାତା ସଭାପତି xyxy=(151,2167,233,2178)
barpali-ad xyxy=(8,1412,376,1790)
nac-notice-body: ଏନ୍‌.ଏ.ସି. ଅଧୀନରେ ଥିବା ସମସ୍ତ ଅଞ୍ଚଳରେ ସହରାଞ୍ଚଳ ଉନ୍ନୟନ ନିମନ୍ତେ ବିଭିନ୍ନ ପ୍ରକଳ୍ପ କାର୍ଯ୍ୟକାରୀ କରାଯାଉଛି। ରାସ୍ତା, ଡ୍ରେନ, ପାନୀୟଜଳ ଓ ଆଲୋକ ବ୍ୟବସ୍ଥା ସୁଦୃଢ଼ କରାଯାଇଛି। ସ୍ୱଚ୍ଛତା ଅଭିଯାନରେ ନାଗରିକଙ୍କ ସହଯୋଗ କାମନା କରାଯାଉଛି। xyxy=(16,1247,366,1305)
barpali-ad-title: ବିଜ୍ଞାପିତ ଅଞ୍ଚଳ ପରିଷଦ, ବରପାଲି xyxy=(10,1414,374,1450)
signatory-place: ତଥା ଉପ-ଜିଲ୍ଲାପାଳ, କେନ୍ଦ୍ରାପଡ଼ା xyxy=(755,1535,915,1549)
nac-notice-title: ଦ୍ରୁତ ପ୍ରଗତି ପଥେ ଏନ୍‌ଏସି ଏନ୍‌.ଏ.ସି. xyxy=(10,1212,374,1242)
person-silhouette-icon xyxy=(778,251,858,341)
official-photos xyxy=(958,1410,1479,1542)
color-dots-icon xyxy=(285,2319,345,2331)
